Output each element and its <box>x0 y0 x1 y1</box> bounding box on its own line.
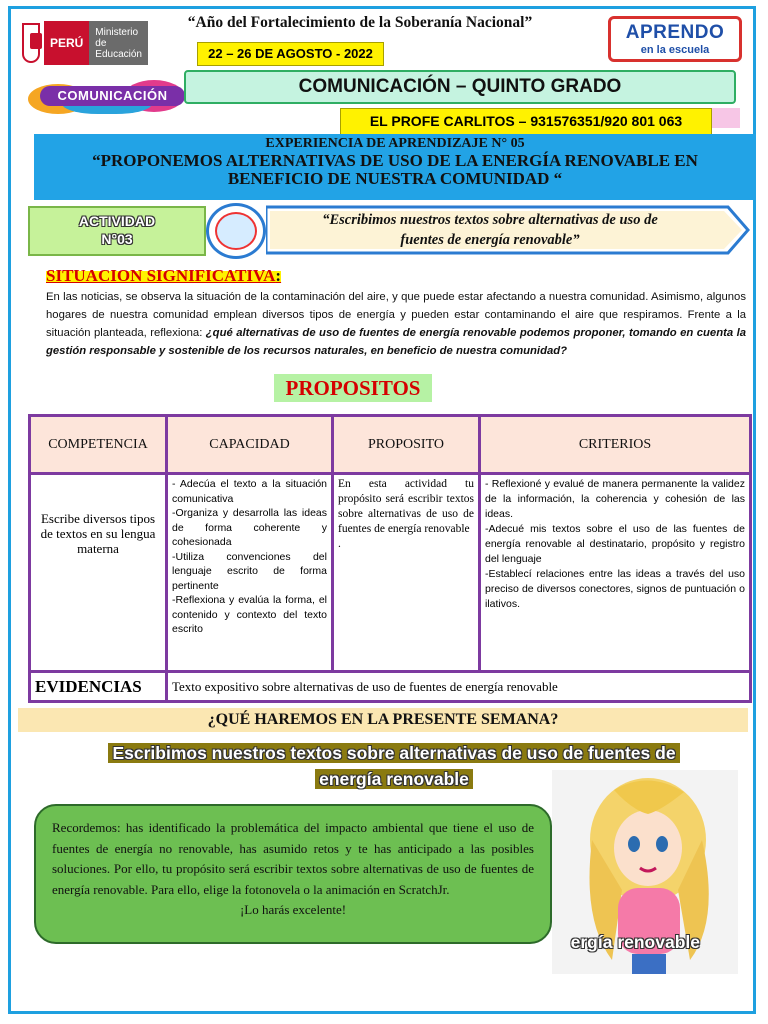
evidencias-label: EVIDENCIAS <box>30 672 167 702</box>
minedu-logo <box>22 18 148 68</box>
minedu-country: PERÚ <box>44 21 89 65</box>
header-capacidad: CAPACIDAD <box>167 416 333 474</box>
evidencias-text: Texto expositivo sobre alternativas de uso de fuentes de energía renovable <box>167 672 751 702</box>
header-competencia: COMPETENCIA <box>30 416 167 474</box>
header-proposito: PROPOSITO <box>333 416 480 474</box>
profe-carlitos-seal-icon <box>206 203 266 259</box>
date-range: 22 – 26 DE AGOSTO - 2022 <box>197 42 384 66</box>
minedu-name: Ministerio de Educación <box>89 21 148 65</box>
cell-capacidad: - Adecúa el texto a la situación comunicativa -Organiza y desarrolla las ideas de forma coherente y cohesionada -Utiliza convenciones del lenguaje escrito de forma pertinente -Reflexiona y evalúa la forma, el contenido y contexto del texto escrito <box>167 474 333 672</box>
cell-proposito: En esta actividad tu propósito será escribir textos sobre alternativas de uso de fuentes de energía renovable . <box>333 474 480 672</box>
overlapped-title-fragment: ergía renovable <box>570 932 700 952</box>
aprendo-logo: APRENDO en la escuela <box>608 16 742 62</box>
week-heading: ¿QUÉ HAREMOS EN LA PRESENTE SEMANA? <box>18 708 748 732</box>
situacion-title: SITUACION SIGNIFICATIVA: <box>46 266 282 285</box>
recordemos-box: Recordemos: has identificado la problemática del impacto ambiental que tiene el uso de fuentes de energía no renovable, has asumido retos y te has anticipado a las posibles soluciones. Por ello, tu propósito será escribir textos sobre alternativas de uso de fuentes de energía renovable. Para ello, elige la fotonovela o la animación en ScratchJr. ¡Lo harás excelente! <box>34 804 552 944</box>
situacion-question: ¿qué alternativas de uso de fuentes de energía renovable podemos proponer, tomando en cuenta la gestión responsable y sostenible de los recursos naturales, en beneficio de nuestra comunidad? <box>46 327 746 357</box>
comunicacion-logo: COMUNICACIÓN <box>28 76 188 116</box>
propositos-title: PROPOSITOS <box>274 374 432 402</box>
peru-shield-icon <box>22 23 40 63</box>
recordemos-closing: ¡Lo harás excelente! <box>239 902 347 917</box>
propositos-table <box>28 414 752 703</box>
cell-criterios: - Reflexioné y evalué de manera permanente la validez de la información, la coherencia y cohesión de las ideas. -Adecué mis textos sobre el uso de las fuentes de energía renovable al destinatario, propósito y registro del lenguaje -Establecí relaciones entre las ideas a través del uso preciso de diversos conectores, signos de puntuación o ilativos. <box>480 474 751 672</box>
activity-label: ACTIVIDAD N°03 <box>28 206 206 256</box>
week-title: Escribimos nuestros textos sobre alternativas de uso de fuentes de energía renovable <box>54 740 734 792</box>
cell-competencia: Escribe diversos tipos de textos en su lengua materna <box>30 474 167 672</box>
author-banner: EL PROFE CARLITOS – 931576351/920 801 063 <box>340 108 712 135</box>
header-criterios: CRITERIOS <box>480 416 751 474</box>
experience-banner: EXPERIENCIA DE APRENDIZAJE N° 05 “PROPONEMOS ALTERNATIVAS DE USO DE LA ENERGÍA RENOVABLE EN BENEFICIO DE NUESTRA COMUNIDAD “ <box>34 134 756 200</box>
activity-title: “Escribimos nuestros textos sobre alternativas de uso de fuentes de energía renovable” <box>322 212 658 248</box>
situacion-text: En las noticias, se observa la situación de la contaminación del aire, y que puede estar afectando a nuestra comunidad. Asimismo, algunos hogares de nuestra comunidad emplean diversos tipos de energía y pueden estar contaminando el aire que respiramos. Frente a la situación planteada, reflexiona: ¿qué alternativas de uso de fuentes de energía renovable podemos proponer, tomando en cuenta la gestión responsable y sostenible de los recursos naturales, en beneficio de nuestra comunidad? <box>46 291 746 357</box>
decorative-box <box>712 108 740 128</box>
year-title: “Año del Fortalecimiento de la Soberanía Nacional” <box>187 14 533 31</box>
subject-title: COMUNICACIÓN – QUINTO GRADO <box>184 70 736 104</box>
